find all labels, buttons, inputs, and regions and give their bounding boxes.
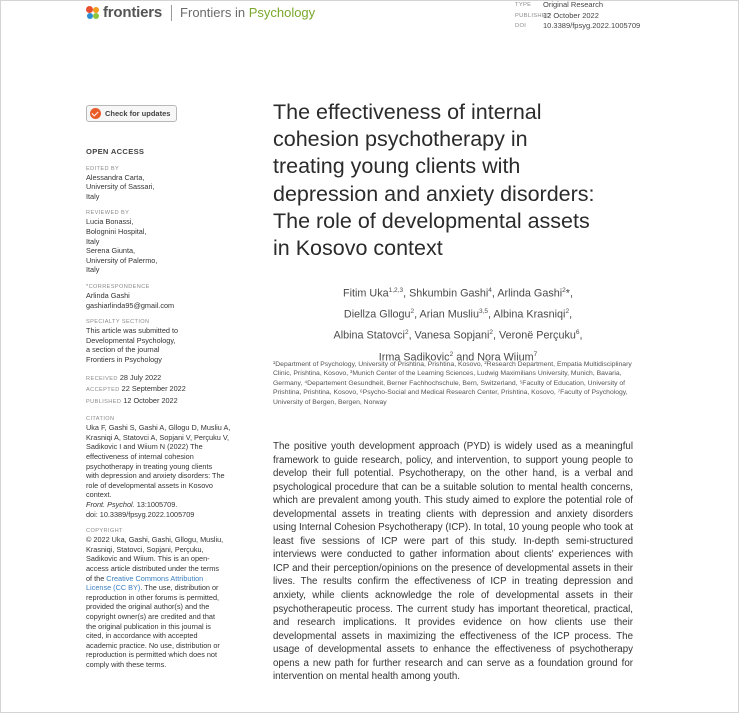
accepted-label: ACCEPTED [86,387,120,394]
author-name[interactable]: , Arlinda Gashi [491,287,563,300]
meta-value: 12 October 2022 [543,10,599,20]
article-title [273,99,653,262]
reviewer-line: Serena Giunta, [86,246,136,256]
author-line [273,324,643,345]
affiliation-marker: 2 [562,287,566,294]
open-access-label: OPEN ACCESS [86,147,145,156]
specialty-line: a section of the journal [86,345,160,355]
citation [86,423,256,519]
specialty-section [86,326,256,364]
copyright-line: copyright owner(s) are credited and that [86,611,215,621]
brand-name: frontiers [103,4,163,21]
editor-line: Alessandra Carta, [86,172,145,182]
affiliation-marker: 2 [410,308,415,316]
check-for-updates-button[interactable] [86,105,177,122]
correspondent-name: Arlinda Gashi [86,290,130,300]
abstract: The positive youth development approach (PYD) is widely used as a meaningful framework to guide research, policy, and intervention, to support young people to develop their full potential. Psychotherapy, on the other hand, is a verbal and psychological procedure that can be a suitable solution to mental health concerns, which are prevalent among youth. This study aimed to explore the potential role of developmental assets in treating clients with depression and anxiety disorders using Internal Cohesion Psychotherapy (ICP). In total, 10 young people who took at least five sessions of ICP were part of this study. In-depth semi-structured interviews were conducted to gather information about clients' experiences with ICP and their perception/opinions on the presence of developmental assets in their lives. The results confirm the effectiveness of ICP in treating depression and anxiety, while clients acknowledge the role of developmental assets in their psychotherapeutic process. The current study has important theoretical, practical, and research implications. It provides evidence on how clients use their developmental assets in maximizing the effectiveness of the ICP process. The usage of developmental assets to enhance the effectiveness of psychotherapy opens a new path for further research and can serve as a foundation ground for intervention on mental health among youth. [273,441,633,683]
logo-divider [171,5,172,21]
meta-type [515,0,640,11]
title-line: treating young clients with [273,154,521,179]
citation-line: role of developmental assets in Kosovo [86,480,213,490]
copyright-line: reproduction is permitted which does not [86,650,218,660]
copyright-line: Krasniqi, Statovci, Sopjani, Perçuku, [86,544,204,554]
author-name[interactable]: Diellza Gllogu [343,308,411,321]
affiliation-marker: 6 [575,329,580,337]
journal-subject: Psychology [248,5,316,20]
specialty-line: This article was submitted to [86,326,179,336]
copyright-line: access article distributed under the terms [86,564,220,573]
author-name[interactable]: , Vanesa Sopjani [408,329,490,342]
meta-key: TYPE [515,2,532,8]
published-label: PUBLISHED [86,398,122,405]
check-updates-label: Check for updates [105,108,171,118]
specialty-section-label: SPECIALTY SECTION [86,319,150,326]
author-name[interactable]: *, [565,287,573,300]
specialty-line: Developmental Psychology, [86,335,176,345]
published-value: 12 October 2022 [123,395,178,405]
copyright-line: reproduction in other forums is permitted, [86,592,220,602]
author-name[interactable]: Irma Sadikovic [378,351,450,364]
citation-line: effectiveness of internal cohesion [86,452,194,462]
citation-line: context. [86,490,112,500]
received-label: RECEIVED [86,375,118,382]
author-name[interactable]: , [569,308,573,321]
reviewer-line: Lucia Bonassi, [86,217,134,227]
dates [86,373,256,408]
author-name[interactable]: , Veronë Perçuku [493,329,576,342]
title-line: cohesion psychotherapy in [273,127,528,152]
reviewer-line: Italy [86,265,100,275]
copyright-line: the original publication in this journal is [86,621,211,631]
affiliations: ¹Department of Psychology, University of Prishtina, Prishtina, Kosovo, ²Research Department, Empatia Multidisciplinary Clinic, Prishtina, Kosovo, ³Munich Center of the Learning Sciences, Ludwig Maximilians University, Munich, Bavaria, Germany, ⁴Departement Gesundheit, Berner Fachhochschule, Bern, Switzerland, ⁵Faculty of Education, University of Prishtina, Prishtina, Kosovo, ⁶Psycho-Social and Medical Research Center, Prishtina, Kosovo, ⁷Faculty of Psychology, University of Bergen, Bergen, Norway [273,361,632,406]
title-line: in Kosovo context [273,236,443,261]
correspondence [86,291,256,310]
copyright-line-with-link [86,574,256,584]
logo-dot-red [86,6,93,13]
frontiers-logo-icon [86,6,100,20]
author-name[interactable]: , [579,329,583,342]
meta-key: PUBLISHED [515,12,551,19]
citation-line: Uka F, Gashi S, Gashi A, Gllogu D, Musliu A, [86,423,231,433]
title-line: The role of developmental assets [273,208,590,233]
affiliation-marker: 2 [565,308,570,316]
author-name[interactable]: Albina Statovci [333,329,405,342]
copyright-text: of the [86,573,107,583]
meta-doi [515,21,640,32]
title-line: depression and anxiety disorders: [273,181,595,206]
logo-dot-green [93,13,99,19]
reviewer-line: Italy [86,236,100,246]
author-line [273,303,643,324]
citation-volume: 13:1005709. [134,500,178,510]
citation-line: Sadikovic I and Wiium N (2022) The [86,442,203,452]
citation-line: psychotherapy in treating young clients [86,461,213,471]
published-date [86,396,256,408]
received-date [86,373,256,385]
affiliation-marker: 1,2,3 [388,287,404,294]
edited-by-label: EDITED BY [86,165,120,172]
copyright [86,535,256,669]
copyright-line: academic practice. No use, distribution or [86,640,220,650]
author-name[interactable]: , Albina Krasniqi [488,308,566,321]
sidebar [86,105,256,670]
meta-value: Original Research [543,0,604,9]
affiliation-marker: 2 [489,329,494,337]
affiliation-marker: 2 [449,350,454,358]
reviewer-line: University of Palermo, [86,255,158,265]
accepted-date [86,384,256,396]
meta-value[interactable]: 10.3389/fpsyg.2022.1005709 [543,21,641,30]
editor-line: Italy [86,191,100,201]
correspondent-email[interactable]: gashiarlinda95@gmail.com [86,300,175,310]
frontiers-logo[interactable] [86,4,315,21]
editor-line: University of Sassari, [86,182,155,192]
affiliation-marker: 4 [488,287,492,294]
author-list [273,282,643,367]
affiliation-marker: 2 [404,329,409,337]
edited-by [86,173,256,202]
copyright-line-with-link [86,583,256,593]
citation-journal: Front. Psychol. [86,500,135,510]
copyright-line: comply with these terms. [86,659,167,669]
logo-dot-orange [93,7,99,13]
received-value: 28 July 2022 [119,372,162,382]
journal-name [180,5,315,20]
author-name[interactable]: , Arian Musliu [414,308,479,321]
citation-journal-line [86,500,256,510]
cc-license-link-cont[interactable]: License (CC BY) [86,583,141,593]
reviewed-by [86,217,256,275]
copyright-text: . The use, distribution or [140,583,219,593]
title-line: The effectiveness of internal [273,100,542,124]
affiliation-marker: 3,5 [478,308,489,316]
check-updates-icon [90,108,101,119]
copyright-line: © 2022 Uka, Gashi, Gashi, Gllogu, Musliu, [86,535,224,545]
affiliation-marker: 7 [533,350,538,358]
article-meta [515,0,640,32]
correspondence-label: *CORRESPONDENCE [86,283,150,290]
copyright-line: provided the original author(s) and the [86,602,210,612]
meta-key: DOI [515,23,527,29]
author-line [273,282,643,303]
cc-license-link[interactable]: Creative Commons Attribution [106,573,204,583]
citation-line: with depression and anxiety disorders: The [86,471,225,481]
accepted-value: 22 September 2022 [121,384,186,394]
reviewed-by-label: REVIEWED BY [86,210,130,217]
copyright-line: Sadikovic and Wiium. This is an open- [86,554,210,564]
meta-published [515,11,640,22]
citation-doi[interactable]: doi: 10.3389/fpsyg.2022.1005709 [86,509,195,519]
copyright-line: cited, in accordance with accepted [86,631,198,641]
reviewer-line: Bolognini Hospital, [86,226,147,236]
author-name[interactable]: , Shkumbin Gashi [403,287,489,300]
copyright-label: COPYRIGHT [86,528,123,535]
author-name[interactable]: Fitim Uka [343,287,389,300]
citation-line: Krasniqi A, Statovci A, Sopjani V, Perçuku V, [86,432,230,442]
specialty-line: Frontiers in Psychology [86,354,162,364]
author-name[interactable]: and Nora Wiium [453,351,534,364]
journal-prefix: Frontiers in [180,5,249,20]
citation-label: CITATION [86,416,115,423]
